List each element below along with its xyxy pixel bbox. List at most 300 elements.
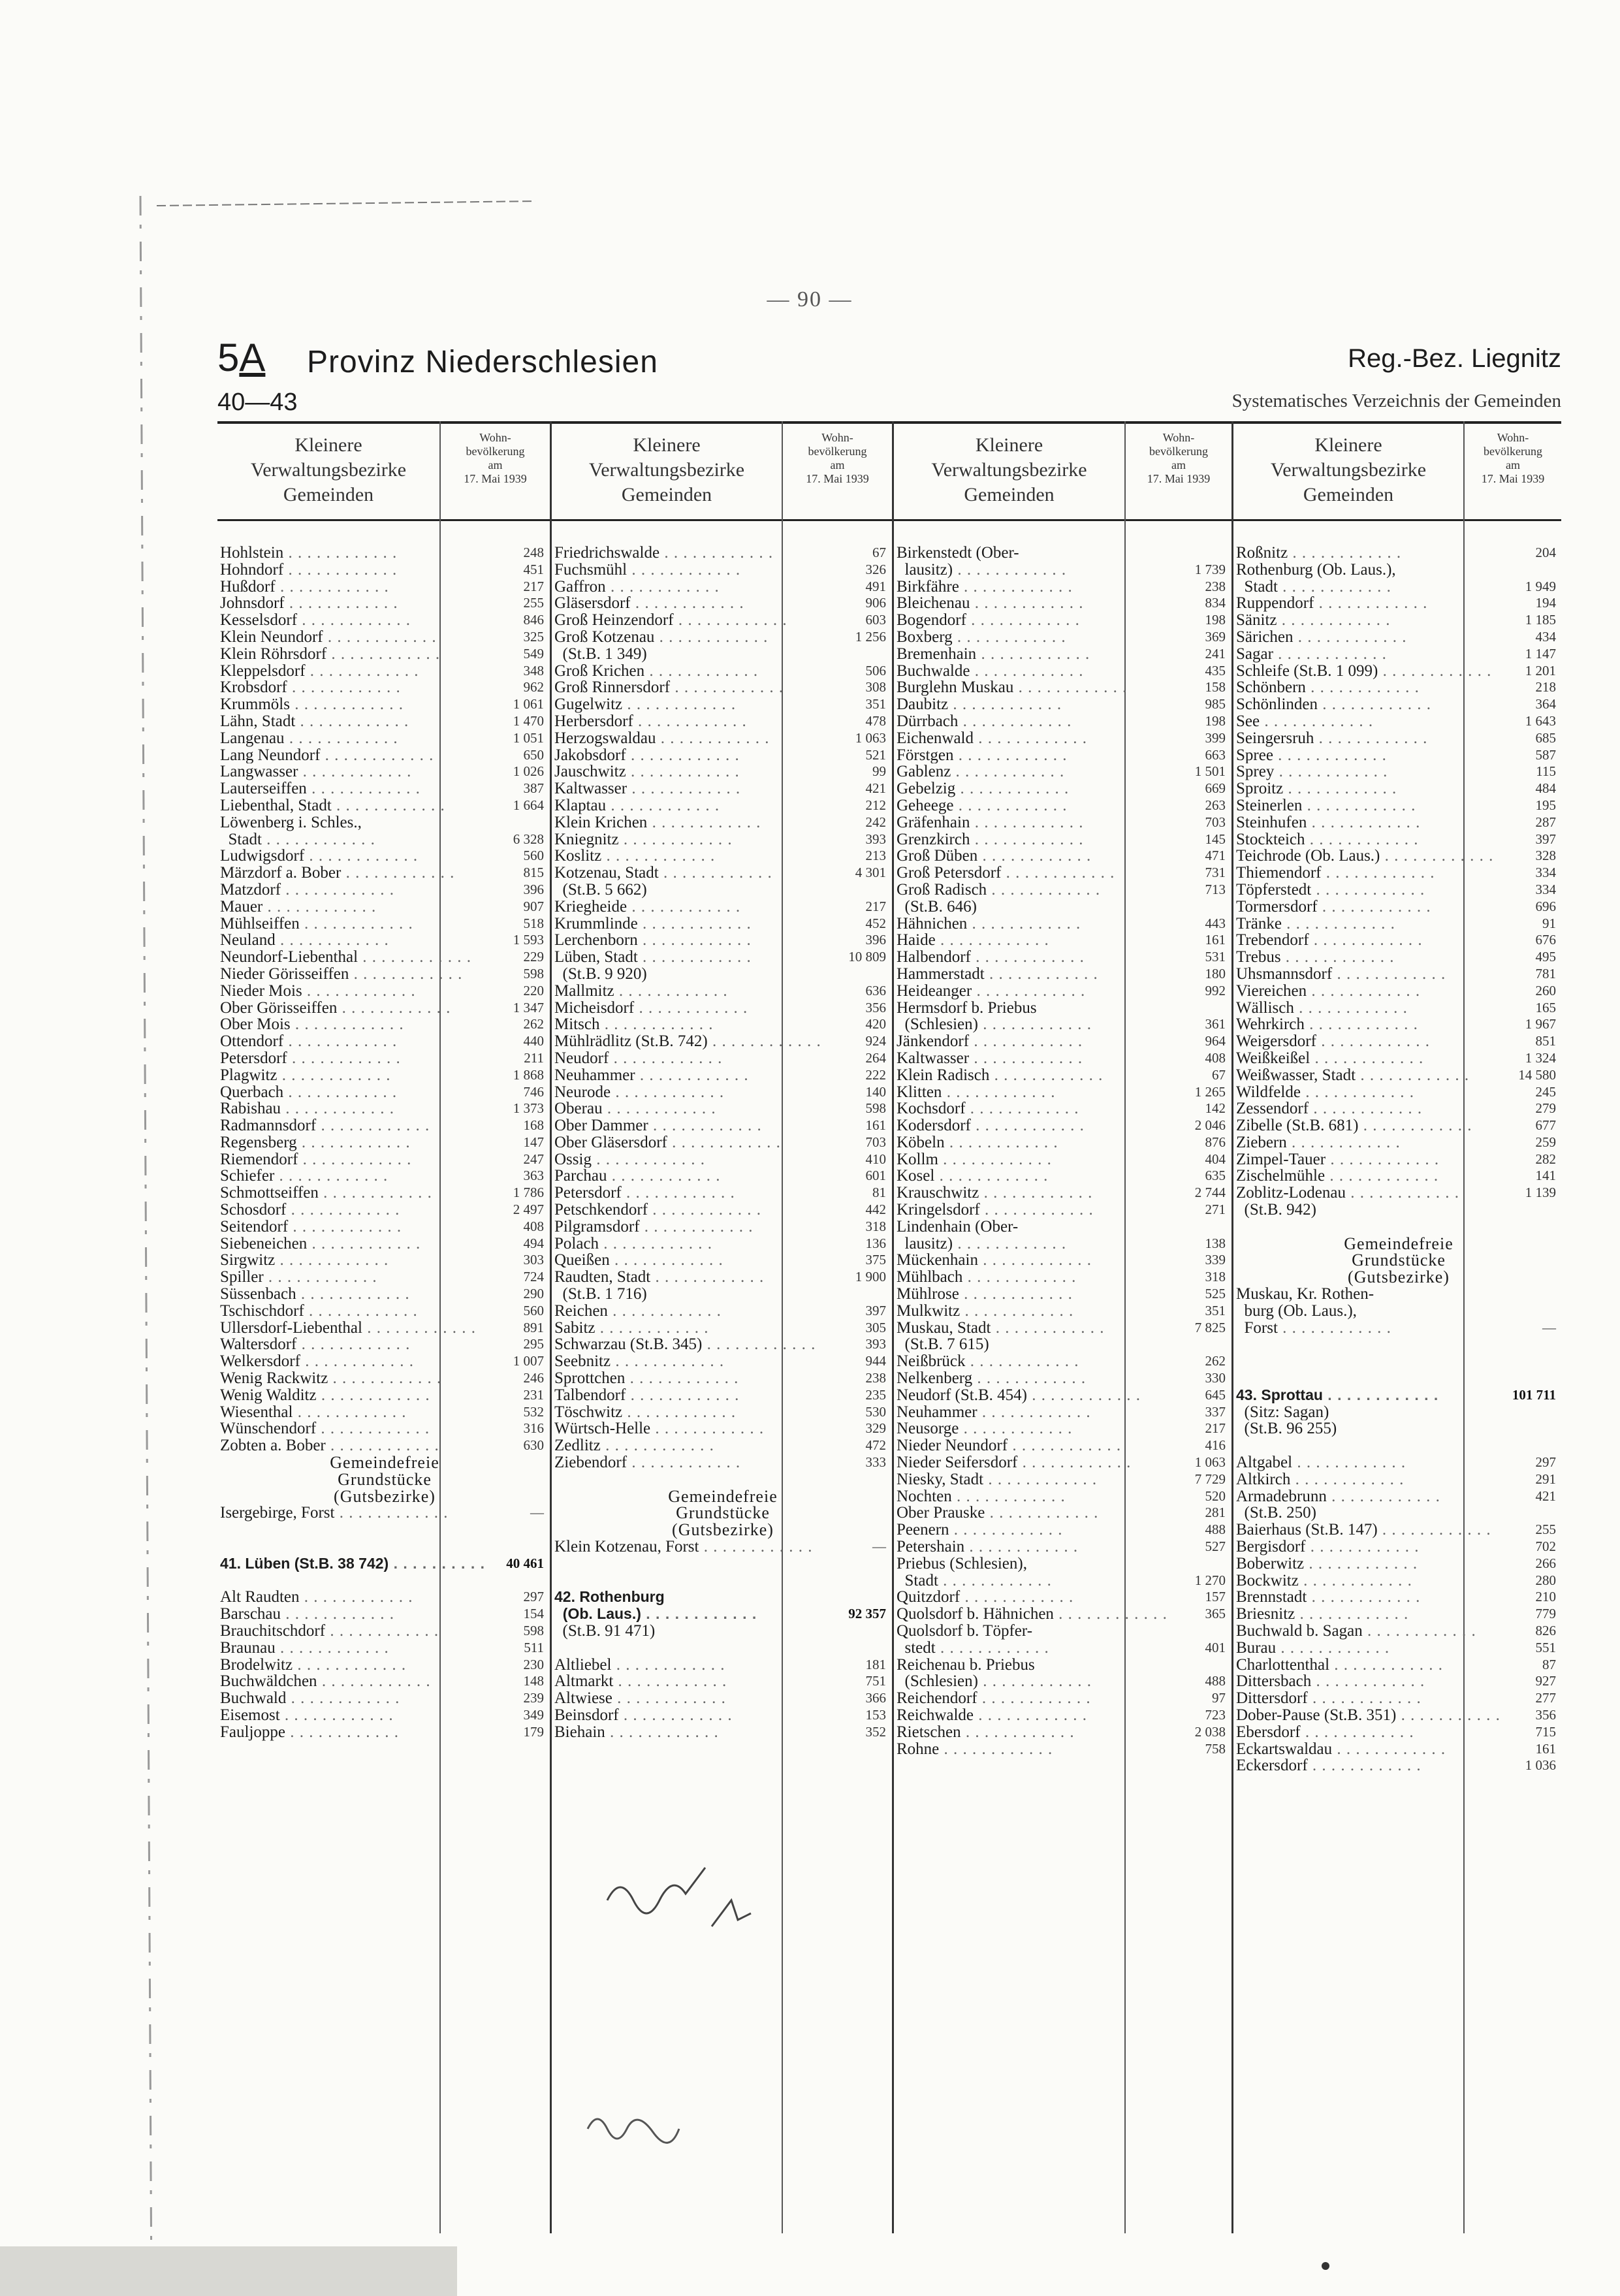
population-value: 677 — [1535, 1117, 1556, 1134]
population-value: 834 — [1205, 595, 1226, 611]
header-line: Gemeinden — [1303, 484, 1394, 505]
population-value: 399 — [1205, 729, 1226, 746]
population-value: 488 — [1205, 1673, 1226, 1689]
header-line: Gemeinden — [621, 484, 712, 505]
population-value: 518 — [523, 915, 544, 931]
population-value: 815 — [523, 865, 544, 881]
municipality-name: (Gutsbezirke) — [1348, 1268, 1450, 1287]
municipality-name: Ober Mois . . . — [220, 1016, 404, 1033]
municipality-name: 42. Rothenburg — [554, 1589, 665, 1606]
municipality-name: Schiefer . . . — [220, 1168, 388, 1185]
municipality-name: Kesselsdorf . . . — [220, 612, 411, 629]
population-value: — — [872, 1539, 886, 1555]
header-line: Kleinere — [1314, 434, 1382, 456]
municipality-name: Waltersdorf . . . — [220, 1336, 410, 1353]
population-value: 351 — [1205, 1302, 1226, 1318]
municipality-name: Dober-Pause (St.B. 351) . . . — [1236, 1707, 1499, 1724]
municipality-name: Quitzdorf . . . — [897, 1589, 1073, 1606]
municipality-name: Regensberg . . . — [220, 1134, 411, 1151]
municipality-name: Altgabel . . . — [1236, 1454, 1406, 1471]
population-value: 452 — [865, 915, 886, 931]
municipality-name: Gräfenhain . . . — [897, 814, 1083, 831]
municipality-name: Würtsch-Helle . . . — [554, 1420, 764, 1437]
population-value: 220 — [523, 982, 544, 998]
municipality-name: Löwenberg i. Schles., — [220, 814, 362, 831]
municipality-name: Armadebrunn . . . — [1236, 1488, 1440, 1505]
population-value: 295 — [523, 1336, 544, 1352]
municipality-name: Bogendorf . . . — [897, 612, 1080, 629]
municipality-name: Seebnitz . . . — [554, 1353, 724, 1370]
municipality-name: Klein Krichen . . . — [554, 814, 761, 831]
municipality-name: Halbendorf . . . — [897, 949, 1085, 966]
population-value: 421 — [865, 780, 886, 797]
population-value: 560 — [523, 848, 544, 864]
municipality-name: Pilgramsdorf . . . — [554, 1219, 754, 1236]
population-value: 161 — [1535, 1740, 1556, 1757]
population-value: 1 007 — [513, 1353, 544, 1369]
population-value: 1 593 — [513, 932, 544, 948]
population-value: 511 — [524, 1639, 544, 1655]
population-value: 281 — [1205, 1505, 1226, 1521]
municipality-name: Hammerstadt . . . — [897, 966, 1098, 983]
municipality-name: Ober Görisseiffen . . . — [220, 1000, 451, 1017]
municipality-name: Nieder Neundorf . . . — [897, 1437, 1121, 1454]
header-line: Verwaltungsbezirke — [588, 459, 745, 481]
population-value: 211 — [524, 1049, 544, 1066]
population-value: 179 — [523, 1723, 544, 1740]
municipality-name: Gablenz . . . — [897, 763, 1064, 780]
population-value: 247 — [523, 1151, 544, 1167]
municipality-name: Trebendorf . . . — [1236, 932, 1423, 949]
population-value: 1 147 — [1525, 645, 1556, 662]
municipality-name: lausitz) . . . — [897, 562, 1066, 579]
population-value: 241 — [1205, 645, 1226, 662]
municipality-name: Töschwitz . . . — [554, 1404, 736, 1421]
municipality-name: Schosdorf . . . — [220, 1202, 400, 1219]
population-value: 1 949 — [1525, 578, 1556, 594]
population-value: 1 470 — [513, 712, 544, 729]
municipality-name: (Schlesien) . . . — [897, 1673, 1092, 1690]
municipality-name: Ober Prauske . . . — [897, 1505, 1098, 1522]
population-value: 198 — [1205, 712, 1226, 729]
municipality-name: Groß Heinzendorf . . . — [554, 612, 787, 629]
population-value: 165 — [1535, 999, 1556, 1015]
municipality-name: Rietschen . . . — [897, 1724, 1075, 1741]
municipality-name: Charlottenthal . . . — [1236, 1657, 1443, 1674]
municipality-name: (St.B. 1 716) — [554, 1286, 647, 1303]
population-value: 91 — [1542, 915, 1556, 931]
population-value: 434 — [1535, 628, 1556, 645]
population-value: 1 061 — [513, 696, 544, 712]
population-value: 158 — [1205, 679, 1226, 695]
scribble-mark — [607, 1868, 705, 1913]
population-value: 598 — [523, 1623, 544, 1638]
municipality-name: Hohlstein . . . — [220, 545, 397, 562]
population-value: 238 — [865, 1370, 886, 1386]
population-value: 195 — [1535, 797, 1556, 813]
header-line: bevölkerung — [1484, 445, 1542, 458]
population-value: 1 900 — [855, 1269, 886, 1285]
population-value: 363 — [523, 1168, 544, 1184]
population-value: 264 — [865, 1049, 886, 1066]
population-value: 703 — [1205, 814, 1226, 830]
municipality-name: Krummlinde . . . — [554, 916, 752, 933]
population-value: 435 — [1205, 662, 1226, 678]
municipality-name: Krobsdorf . . . — [220, 679, 401, 696]
municipality-name: Wiesenthal . . . — [220, 1404, 406, 1421]
population-value: 279 — [1535, 1100, 1556, 1117]
municipality-name: Rabishau . . . — [220, 1100, 394, 1117]
population-value: 408 — [523, 1218, 544, 1234]
municipality-name: Kochsdorf . . . — [897, 1100, 1079, 1117]
population-value: 210 — [1535, 1589, 1556, 1605]
header-line: 17. Mai 1939 — [806, 472, 869, 485]
population-value: 352 — [865, 1723, 886, 1740]
population-value: 115 — [1536, 763, 1556, 780]
population-value: 366 — [865, 1690, 886, 1706]
municipality-name: 41. Lüben (St.B. 38 742) . . . — [220, 1555, 487, 1572]
header-line: bevölkerung — [466, 445, 525, 458]
municipality-name: (St.B. 250) — [1236, 1505, 1316, 1522]
population-value: 443 — [1205, 915, 1226, 931]
municipality-name: Ullersdorf-Liebenthal . . . — [220, 1320, 476, 1337]
municipality-name: Kollm . . . — [897, 1151, 1052, 1168]
municipality-name: Zischelmühle . . . — [1236, 1168, 1438, 1185]
municipality-name: Neuhammer . . . — [897, 1404, 1091, 1421]
municipality-name: Muskau, Stadt . . . — [897, 1320, 1104, 1337]
municipality-name: Särichen . . . — [1236, 629, 1406, 646]
population-value: 7 729 — [1194, 1471, 1226, 1487]
municipality-name: Herzogswaldau . . . — [554, 730, 770, 747]
population-value: 506 — [865, 662, 886, 678]
municipality-name: Neurode . . . — [554, 1084, 724, 1101]
municipality-name: Kniegnitz . . . — [554, 831, 733, 848]
municipality-name: Heideanger . . . — [897, 983, 1085, 1000]
municipality-name: Uhsmannsdorf . . . — [1236, 966, 1446, 983]
population-value: 218 — [1535, 679, 1556, 695]
municipality-name: Muskau, Kr. Rothen- — [1236, 1286, 1374, 1303]
municipality-name: Biehain . . . — [554, 1724, 719, 1741]
region-title: Reg.-Bez. Liegnitz — [1348, 344, 1561, 373]
municipality-name: Gebelzig . . . — [897, 780, 1069, 797]
population-value: 440 — [523, 1033, 544, 1049]
population-value: 325 — [523, 628, 544, 645]
municipality-name: (St.B. 5 662) — [554, 881, 647, 899]
municipality-name: Briesnitz . . . — [1236, 1606, 1408, 1623]
header-line: Verwaltungsbezirke — [931, 459, 1087, 481]
population-value: 153 — [865, 1706, 886, 1723]
population-value: 495 — [1535, 949, 1556, 965]
population-value: 2 046 — [1194, 1117, 1226, 1134]
population-value: 521 — [865, 746, 886, 763]
municipality-name: Ottendorf . . . — [220, 1033, 397, 1050]
municipality-name: Märzdorf a. Bober . . . — [220, 865, 454, 882]
municipality-name: Sprey . . . — [1236, 763, 1388, 780]
population-value: 397 — [865, 1302, 886, 1318]
population-value: 318 — [865, 1218, 886, 1234]
municipality-name: Braunau . . . — [220, 1640, 389, 1657]
population-value: 255 — [523, 595, 544, 611]
population-value: 416 — [1205, 1437, 1226, 1454]
municipality-name: Krauschwitz . . . — [897, 1185, 1092, 1202]
population-value: 420 — [865, 1016, 886, 1032]
population-value: 375 — [865, 1252, 886, 1268]
population-value: 471 — [1205, 848, 1226, 864]
municipality-name: Petschkendorf . . . — [554, 1202, 761, 1219]
municipality-name: Bleichenau . . . — [897, 595, 1083, 612]
population-value: 1 868 — [513, 1066, 544, 1083]
municipality-name: Alt Raudten . . . — [220, 1589, 413, 1606]
population-value: 1 026 — [513, 763, 544, 780]
population-value: 924 — [865, 1033, 886, 1049]
population-value: 1 256 — [855, 628, 886, 645]
municipality-name: Mühlrädlitz (St.B. 742) . . . — [554, 1033, 821, 1050]
header-line: Gemeinden — [283, 484, 374, 505]
municipality-name: Petershain . . . — [897, 1539, 1078, 1555]
population-value: 290 — [523, 1286, 544, 1302]
municipality-name: Plagwitz . . . — [220, 1067, 391, 1084]
population-value: 318 — [1205, 1269, 1226, 1285]
municipality-name: Nieder Seifersdorf . . . — [897, 1454, 1131, 1471]
population-value: 779 — [1535, 1606, 1556, 1622]
population-value: 238 — [1205, 578, 1226, 594]
population-value: 326 — [865, 561, 886, 577]
municipality-name: Raudten, Stadt . . . — [554, 1269, 764, 1286]
municipality-name: Schönbern . . . — [1236, 679, 1420, 696]
municipality-name: Schmottseiffen . . . — [220, 1185, 432, 1202]
population-value: 369 — [1205, 628, 1226, 645]
municipality-name: Zessendorf . . . — [1236, 1100, 1422, 1117]
municipality-name: Querbach . . . — [220, 1084, 397, 1101]
municipality-name: Gemeindefreie — [330, 1453, 439, 1473]
header-line: bevölkerung — [1149, 445, 1208, 458]
municipality-name: Grundstücke — [338, 1469, 432, 1489]
population-value: 551 — [1535, 1639, 1556, 1655]
municipality-name: Neusorge . . . — [897, 1420, 1072, 1437]
municipality-name: Ruppendorf . . . — [1236, 595, 1427, 612]
municipality-name: (St.B. 96 255) — [1236, 1420, 1337, 1438]
header-line: am — [1171, 458, 1186, 471]
population-value: 334 — [1535, 881, 1556, 897]
population-value: 356 — [865, 999, 886, 1015]
municipality-name: Wenig Rackwitz . . . — [220, 1370, 441, 1387]
municipality-name: Teichrode (Ob. Laus.) . . . — [1236, 848, 1493, 865]
population-value: 334 — [1535, 865, 1556, 881]
municipality-name: Tschischdorf . . . — [220, 1303, 418, 1320]
municipality-name: Mauer . . . — [220, 899, 376, 916]
municipality-name: Mückenhain . . . — [897, 1252, 1092, 1269]
municipality-name: Matzdorf . . . — [220, 882, 394, 899]
municipality-name: Groß Düben . . . — [897, 848, 1091, 865]
municipality-name: 43. Sprottau . . . — [1236, 1387, 1438, 1404]
population-value: 396 — [523, 881, 544, 897]
municipality-name: Trebus . . . — [1236, 949, 1395, 966]
municipality-name: Wildfelde . . . — [1236, 1084, 1414, 1101]
municipality-name: Gugelwitz . . . — [554, 696, 736, 713]
population-value: 685 — [1535, 729, 1556, 746]
municipality-name: See . . . — [1236, 713, 1373, 730]
population-value: 138 — [1205, 1235, 1226, 1251]
municipality-name: Kosel . . . — [897, 1168, 1048, 1185]
municipality-name: Birkenstedt (Ober- — [897, 545, 1019, 562]
municipality-name: Brennstadt . . . — [1236, 1589, 1420, 1606]
population-value: 140 — [865, 1083, 886, 1100]
population-value: 587 — [1535, 746, 1556, 763]
municipality-name: Wünschendorf . . . — [220, 1420, 430, 1437]
municipality-name: (St.B. 7 615) — [897, 1336, 989, 1354]
municipality-name: Neundorf-Liebenthal . . . — [220, 949, 471, 966]
municipality-name: Gemeindefreie — [668, 1486, 778, 1506]
municipality-name: Peenern . . . — [897, 1522, 1063, 1539]
population-value: 230 — [523, 1656, 544, 1672]
population-value: 7 825 — [1194, 1319, 1226, 1335]
population-value: 1 063 — [1194, 1454, 1226, 1471]
population-value: 410 — [865, 1151, 886, 1167]
municipality-name: Dittersbach . . . — [1236, 1673, 1425, 1690]
population-value: 598 — [523, 965, 544, 981]
population-value: 148 — [523, 1673, 544, 1689]
municipality-name: Fuchsmühl . . . — [554, 562, 740, 579]
section-code-suffix: A — [239, 336, 266, 379]
municipality-name: Seitendorf . . . — [220, 1219, 402, 1236]
population-value: 1 664 — [513, 797, 544, 813]
municipality-name: Sprottchen . . . — [554, 1370, 739, 1387]
municipality-name: Sirgwitz . . . — [220, 1252, 389, 1269]
municipality-name: (Sitz: Sagan) — [1236, 1403, 1329, 1421]
population-value: 168 — [523, 1117, 544, 1134]
municipality-name: Schleife (St.B. 1 099) . . . — [1236, 663, 1491, 680]
population-value: 525 — [1205, 1286, 1226, 1302]
municipality-name: Boberwitz . . . — [1236, 1555, 1418, 1572]
province-title: Provinz Niederschlesien — [307, 345, 658, 379]
municipality-name: Eckersdorf . . . — [1236, 1757, 1421, 1774]
municipality-name: Klaptau . . . — [554, 797, 720, 814]
population-value: 1 501 — [1194, 763, 1226, 780]
population-value: 676 — [1535, 932, 1556, 948]
header-line: Wohn- — [821, 431, 853, 444]
population-value: — — [530, 1505, 544, 1521]
municipality-name: Spree . . . — [1236, 747, 1387, 764]
municipality-name: Nieder Mois . . . — [220, 983, 416, 1000]
municipality-name: Jänkendorf . . . — [897, 1033, 1083, 1050]
municipality-name: Quolsdorf b. Töpfer- — [897, 1623, 1033, 1640]
population-value: 758 — [1205, 1740, 1226, 1757]
municipality-name: Tränke . . . — [1236, 916, 1395, 933]
population-value: 1 265 — [1194, 1083, 1226, 1100]
municipality-name: Wällisch . . . — [1236, 1000, 1408, 1017]
municipality-name: Zobten a. Bober . . . — [220, 1437, 439, 1454]
municipality-name: (St.B. 646) — [897, 898, 977, 916]
population-value: 944 — [865, 1353, 886, 1369]
population-value: 212 — [865, 797, 886, 813]
municipality-name: Groß Radisch . . . — [897, 882, 1100, 899]
municipality-name: Zibelle (St.B. 681) . . . — [1236, 1117, 1472, 1134]
population-value: 248 — [523, 545, 544, 560]
population-value: 365 — [1205, 1606, 1226, 1622]
population-value: 703 — [865, 1134, 886, 1150]
municipality-name: Klein Röhrsdorf . . . — [220, 646, 440, 663]
population-value: 907 — [523, 898, 544, 914]
municipality-name: Buchwäldchen . . . — [220, 1673, 431, 1690]
population-value: 635 — [1205, 1168, 1226, 1184]
population-value: 81 — [872, 1185, 886, 1201]
municipality-name: (Gutsbezirke) — [334, 1486, 436, 1506]
municipality-name: Groß Rinnersdorf . . . — [554, 679, 784, 696]
municipality-name: Talbendorf . . . — [554, 1387, 739, 1404]
municipality-name: Grenzkirch . . . — [897, 831, 1083, 848]
municipality-name: Nochten . . . — [897, 1488, 1066, 1505]
municipality-name: Stadt . . . — [220, 831, 375, 848]
population-value: 715 — [1535, 1723, 1556, 1740]
header-line: Verwaltungsbezirke — [250, 459, 407, 481]
population-value: 478 — [865, 712, 886, 729]
population-value: 291 — [1535, 1471, 1556, 1487]
municipality-name: Steinerlen . . . — [1236, 797, 1416, 814]
population-value: 1 051 — [513, 729, 544, 746]
municipality-name: Sänitz . . . — [1236, 612, 1391, 629]
population-value: 1 185 — [1525, 612, 1556, 628]
population-value: 99 — [872, 763, 886, 780]
population-value: 14 580 — [1518, 1066, 1556, 1083]
population-value: 2 744 — [1194, 1185, 1226, 1201]
population-value: 927 — [1535, 1673, 1556, 1689]
population-value: 404 — [1205, 1151, 1226, 1167]
municipality-name: Thiemendorf . . . — [1236, 865, 1435, 882]
header-line: Kleinere — [975, 434, 1043, 456]
municipality-name: Altmarkt . . . — [554, 1673, 727, 1690]
municipality-name: Johnsdorf . . . — [220, 595, 398, 612]
population-value: 393 — [865, 831, 886, 847]
population-value: 6 328 — [513, 831, 544, 847]
municipality-name: Schwarzau (St.B. 345) . . . — [554, 1336, 816, 1353]
municipality-name: Förstgen . . . — [897, 747, 1068, 764]
population-value: 308 — [865, 679, 886, 695]
municipality-name: Sabitz . . . — [554, 1320, 709, 1337]
population-value: 287 — [1535, 814, 1556, 830]
municipality-name: Radmannsdorf . . . — [220, 1117, 430, 1134]
population-value: 669 — [1205, 780, 1226, 797]
population-value: 266 — [1535, 1555, 1556, 1571]
population-value: 1 643 — [1525, 712, 1556, 729]
municipality-name: Lähn, Stadt . . . — [220, 713, 409, 730]
municipality-name: Parchau . . . — [554, 1168, 721, 1185]
header-line: Kleinere — [294, 434, 362, 456]
municipality-name: Buchwald . . . — [220, 1690, 400, 1707]
municipality-name: Mulkwitz . . . — [897, 1303, 1073, 1320]
municipality-name: Bremenhain . . . — [897, 646, 1090, 663]
population-value: 1 786 — [513, 1185, 544, 1201]
municipality-name: Wehrkirch . . . — [1236, 1016, 1418, 1033]
population-value: 229 — [523, 949, 544, 965]
municipality-name: Lerchenborn . . . — [554, 932, 752, 949]
municipality-name: Ziebendorf . . . — [554, 1454, 740, 1471]
municipality-name: Reichenau b. Priebus — [897, 1656, 1035, 1674]
header-line: am — [1506, 458, 1520, 471]
municipality-name: Beinsdorf . . . — [554, 1707, 733, 1724]
population-value: 488 — [1205, 1522, 1226, 1538]
population-value: — — [1542, 1319, 1556, 1335]
population-value: 494 — [523, 1235, 544, 1251]
municipality-name: Quolsdorf b. Hähnichen . . . — [897, 1606, 1167, 1623]
municipality-name: Wenig Walditz . . . — [220, 1387, 430, 1404]
municipality-name: Gemeindefreie — [1344, 1234, 1453, 1253]
population-value: 67 — [1212, 1066, 1226, 1083]
municipality-name: (Gutsbezirke) — [672, 1520, 774, 1540]
population-value: 1 967 — [1525, 1016, 1556, 1032]
population-value: 239 — [523, 1690, 544, 1706]
municipality-name: Micheisdorf . . . — [554, 1000, 748, 1017]
population-value: 339 — [1205, 1252, 1226, 1268]
